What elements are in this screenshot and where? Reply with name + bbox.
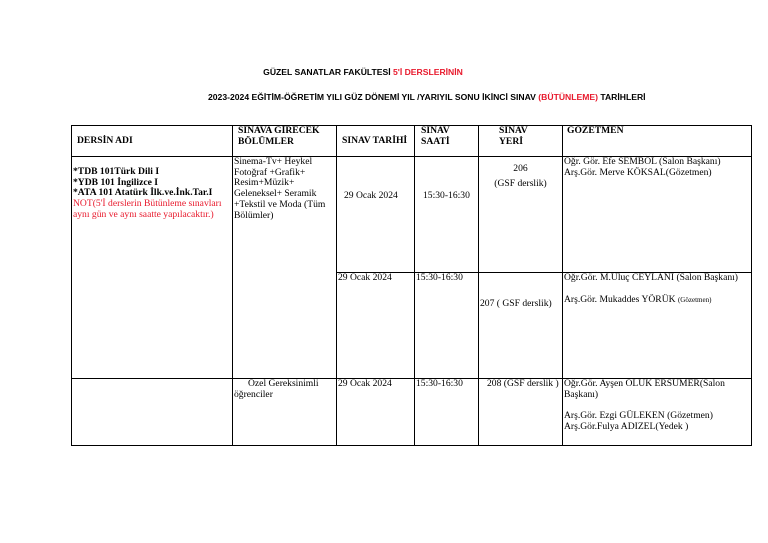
time-cell: 15:30-16:30	[415, 379, 479, 446]
course-name: *ATA 101 Atatürk İlk.ve.İnk.Tar.I	[73, 187, 213, 199]
proctor-name: Arş.Gör. Merve KÖKSAL(Gözetmen)	[564, 166, 712, 178]
time-cell: 15:30-16:30	[415, 157, 479, 273]
proctor-role: (Gözetmen)	[677, 295, 712, 304]
header-proctor: GÖZETMEN	[563, 126, 752, 157]
proctor-name: Öğr.Gör. M.Uluç CEYLANİ (Salon Başkanı)	[564, 272, 738, 283]
place-cell: 208 (GSF derslik )	[479, 379, 563, 446]
proctor-name: Öğr.Gör. Ayşen OLUK ERSÜMER(Salon Başkanı)	[564, 378, 725, 400]
place-cell: 207 ( GSF derslik)	[479, 273, 563, 379]
title-text: GÜZEL SANATLAR FAKÜLTESİ	[263, 67, 393, 77]
course-note: NOT(5'İ derslerin Bütünleme sınavları aynı gün ve aynı saatte yapılacaktır.)	[73, 198, 222, 220]
place-cell	[479, 157, 563, 273]
document-title	[0, 67, 726, 77]
proctor-name: Öğr. Gör. Efe SEMBOL (Salon Başkanı)	[564, 156, 721, 167]
date-cell: 29 Ocak 2024	[337, 273, 415, 379]
proctor-name-line	[564, 295, 750, 306]
proctor-cell	[563, 379, 752, 446]
proctor-cell	[563, 157, 752, 273]
course-cell	[72, 379, 233, 446]
table-row	[72, 379, 752, 446]
course-name: *TDB 101Türk Dili I	[73, 166, 160, 177]
date-cell: 29 Ocak 2024	[337, 379, 415, 446]
table-row	[72, 157, 752, 273]
course-cell	[72, 157, 233, 379]
subtitle-text: 2023-2024 EĞİTİM-ÖĞRETİM YILI GÜZ DÖNEMİ YIL /YARIYIL SONU İKİNCİ SINAV	[208, 92, 539, 102]
proctor-cell	[563, 273, 752, 379]
title-highlight: 5'İ DERSLERİNİN	[393, 67, 463, 77]
subtitle-highlight: (BÜTÜNLEME)	[538, 92, 598, 102]
departments-cell: Özel Gereksinimli öğrenciler	[233, 379, 337, 446]
proctor-name: Arş.Gör. Mukaddes YÖRÜK	[564, 293, 678, 305]
subtitle-suffix: TARİHLERİ	[597, 92, 646, 102]
document-subtitle	[208, 92, 646, 102]
departments-cell: Sinema-Tv+ Heykel Fotoğraf +Grafik+ Resim+Müzik+ Geleneksel+ Seramik +Tekstil ve Moda (Tüm Bölümler)	[233, 157, 337, 379]
table-header-row	[72, 126, 752, 157]
room-number: 206	[513, 163, 528, 174]
proctor-name: Arş.Gör. Ezgi GÜLEKEN (Gözetmen)	[564, 410, 713, 422]
date-cell: 29 Ocak 2024	[337, 157, 415, 273]
header-place: SINAV YERİ	[479, 126, 563, 157]
header-time: SINAV SAATİ	[415, 126, 479, 157]
time-cell: 15:30-16:30	[415, 273, 479, 379]
header-course: DERSİN ADI	[72, 126, 233, 157]
header-departments: SINAVA GİRECEK BÖLÜMLER	[233, 126, 337, 157]
proctor-name: Arş.Gör.Fulya ADIZEL(Yedek )	[564, 421, 689, 433]
room-building: (GSF derslik)	[494, 177, 547, 189]
header-date: SINAV TARİHİ	[337, 126, 415, 157]
course-name: *YDB 101 İngilizce I	[73, 176, 159, 188]
exam-schedule-table	[71, 125, 752, 446]
